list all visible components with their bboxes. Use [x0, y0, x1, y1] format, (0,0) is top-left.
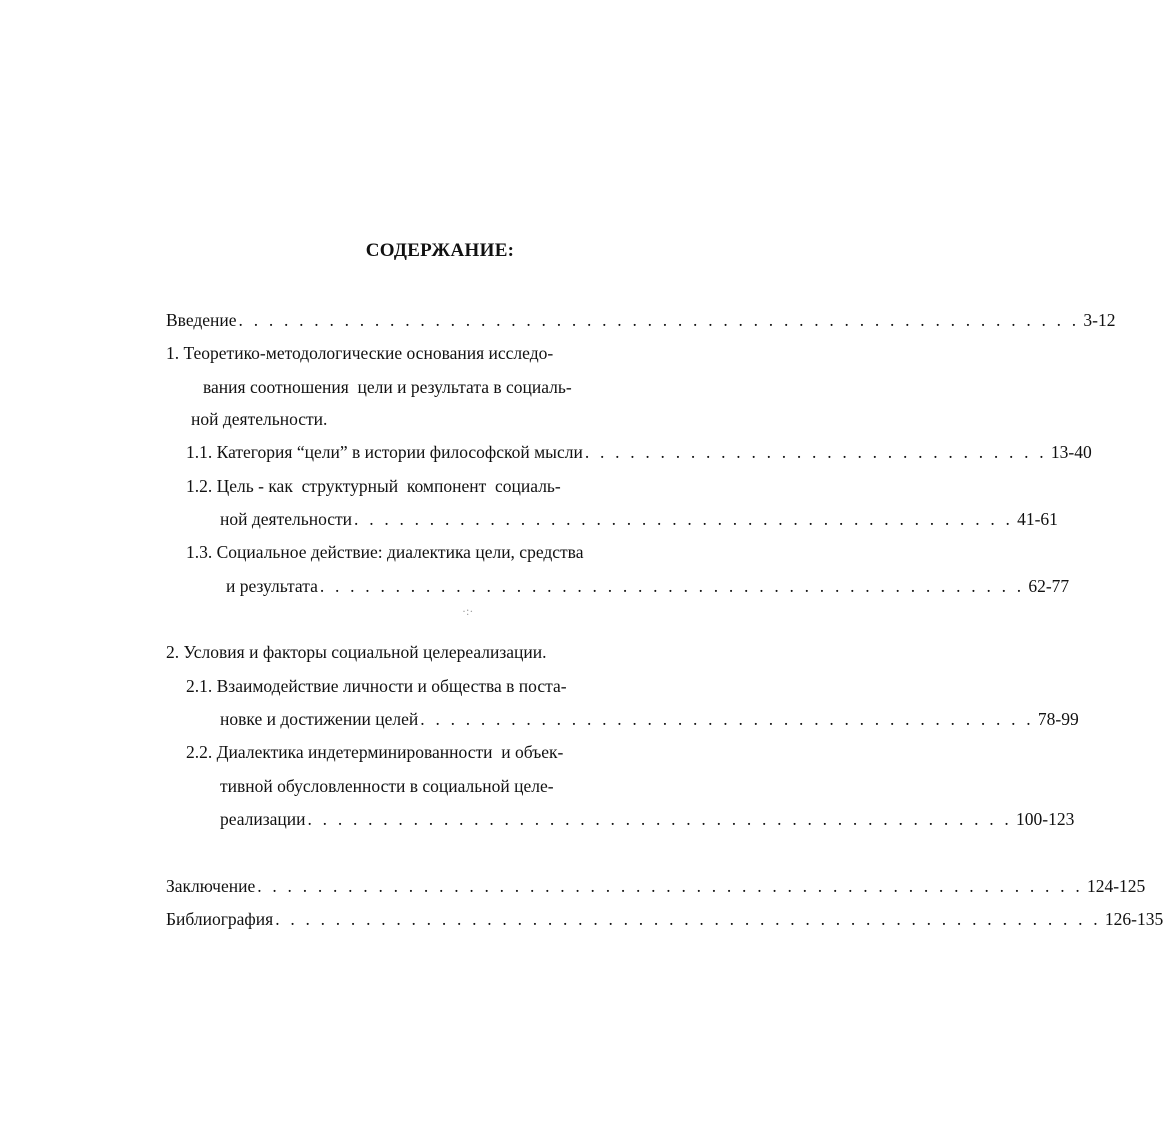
toc-page-range: 124-125: [1086, 876, 1146, 896]
toc-chapter-1-line-3: ной деятельности.: [191, 409, 328, 429]
dot-leader: . . . . . . . . . . . . . . . . . . . . . . . . . . . . . . . . . . . . . . . . . . . .: [354, 509, 1014, 529]
scan-speck: ·:·: [462, 604, 474, 618]
toc-entry-label: Библиография: [166, 909, 274, 929]
toc-entry-1-3: [226, 575, 1070, 597]
toc-chapter-2-line-1: 2. Условия и факторы социальной целереализации.: [166, 642, 547, 662]
toc-entry-2-1-line-1: 2.1. Взаимодействие личности и общества в поста-: [186, 676, 567, 696]
toc-page-range: 41-61: [1017, 509, 1058, 529]
toc-entry-intro: [166, 309, 1116, 331]
toc-entry-1-2: [220, 508, 1058, 530]
toc-chapter-1-line-2: вания соотношения цели и результата в социаль-: [203, 377, 572, 397]
toc-page-range: 100-123: [1016, 809, 1075, 829]
toc-entry-2-2: [220, 808, 1075, 830]
toc-page-range: 78-99: [1037, 709, 1079, 729]
toc-entry-1-3-line-1: 1.3. Социальное действие: диалектика цели, средства: [186, 542, 584, 562]
dot-leader: . . . . . . . . . . . . . . . . . . . . . . . . . . . . . . .: [584, 442, 1047, 462]
toc-entry-label: 1.1. Категория “цели” в истории философской мысли: [186, 442, 583, 462]
toc-page-range: 62-77: [1028, 576, 1070, 596]
toc-chapter-1-line-1: 1. Теоретико-методологические основания исследо-: [166, 343, 554, 363]
dot-leader: . . . . . . . . . . . . . . . . . . . . . . . . . . . . . . . . . . . . . . . . . . . . . . .: [319, 576, 1025, 596]
toc-page-range: 13-40: [1050, 442, 1092, 462]
toc-page-range: 3-12: [1083, 310, 1116, 330]
dot-leader: . . . . . . . . . . . . . . . . . . . . . . . . . . . . . . . . . . . . . . . . . . . . . . .: [307, 809, 1013, 829]
toc-entry-2-1: [220, 708, 1079, 730]
toc-entry-1-2-line-1: 1.2. Цель - как структурный компонент социаль-: [186, 476, 561, 496]
toc-entry-label: Заключение: [166, 876, 256, 896]
toc-entry-label: реализации: [220, 809, 306, 829]
toc-entry-2-2-line-2: тивной обусловленности в социальной целе-: [220, 776, 554, 796]
page-title: СОДЕРЖАНИЕ:: [365, 240, 515, 261]
toc-entry-label: Введение: [166, 310, 237, 330]
toc-page-range: 126-135: [1104, 909, 1163, 929]
toc-entry-bibliography: [166, 908, 1163, 930]
toc-entry-1-1: [186, 441, 1092, 463]
toc-entry-label: новке и достижении целей: [220, 709, 419, 729]
toc-entry-conclusion: [166, 875, 1146, 897]
toc-entry-2-2-line-1: 2.2. Диалектика индетерминированности и объек-: [186, 742, 564, 762]
dot-leader: . . . . . . . . . . . . . . . . . . . . . . . . . . . . . . . . . . . . . . . . . . . . . . . . . . . . . . .: [275, 909, 1101, 929]
dot-leader: . . . . . . . . . . . . . . . . . . . . . . . . . . . . . . . . . . . . . . . . . . . . . . . . . . . . . . .: [257, 876, 1083, 896]
dot-leader: . . . . . . . . . . . . . . . . . . . . . . . . . . . . . . . . . . . . . . . . . . . . . . . . . . . . . . . .: [238, 310, 1080, 330]
toc-entry-label: ной деятельности: [220, 509, 353, 529]
dot-leader: . . . . . . . . . . . . . . . . . . . . . . . . . . . . . . . . . . . . . . . . .: [420, 709, 1034, 729]
toc-entry-label: и результата: [226, 576, 318, 596]
